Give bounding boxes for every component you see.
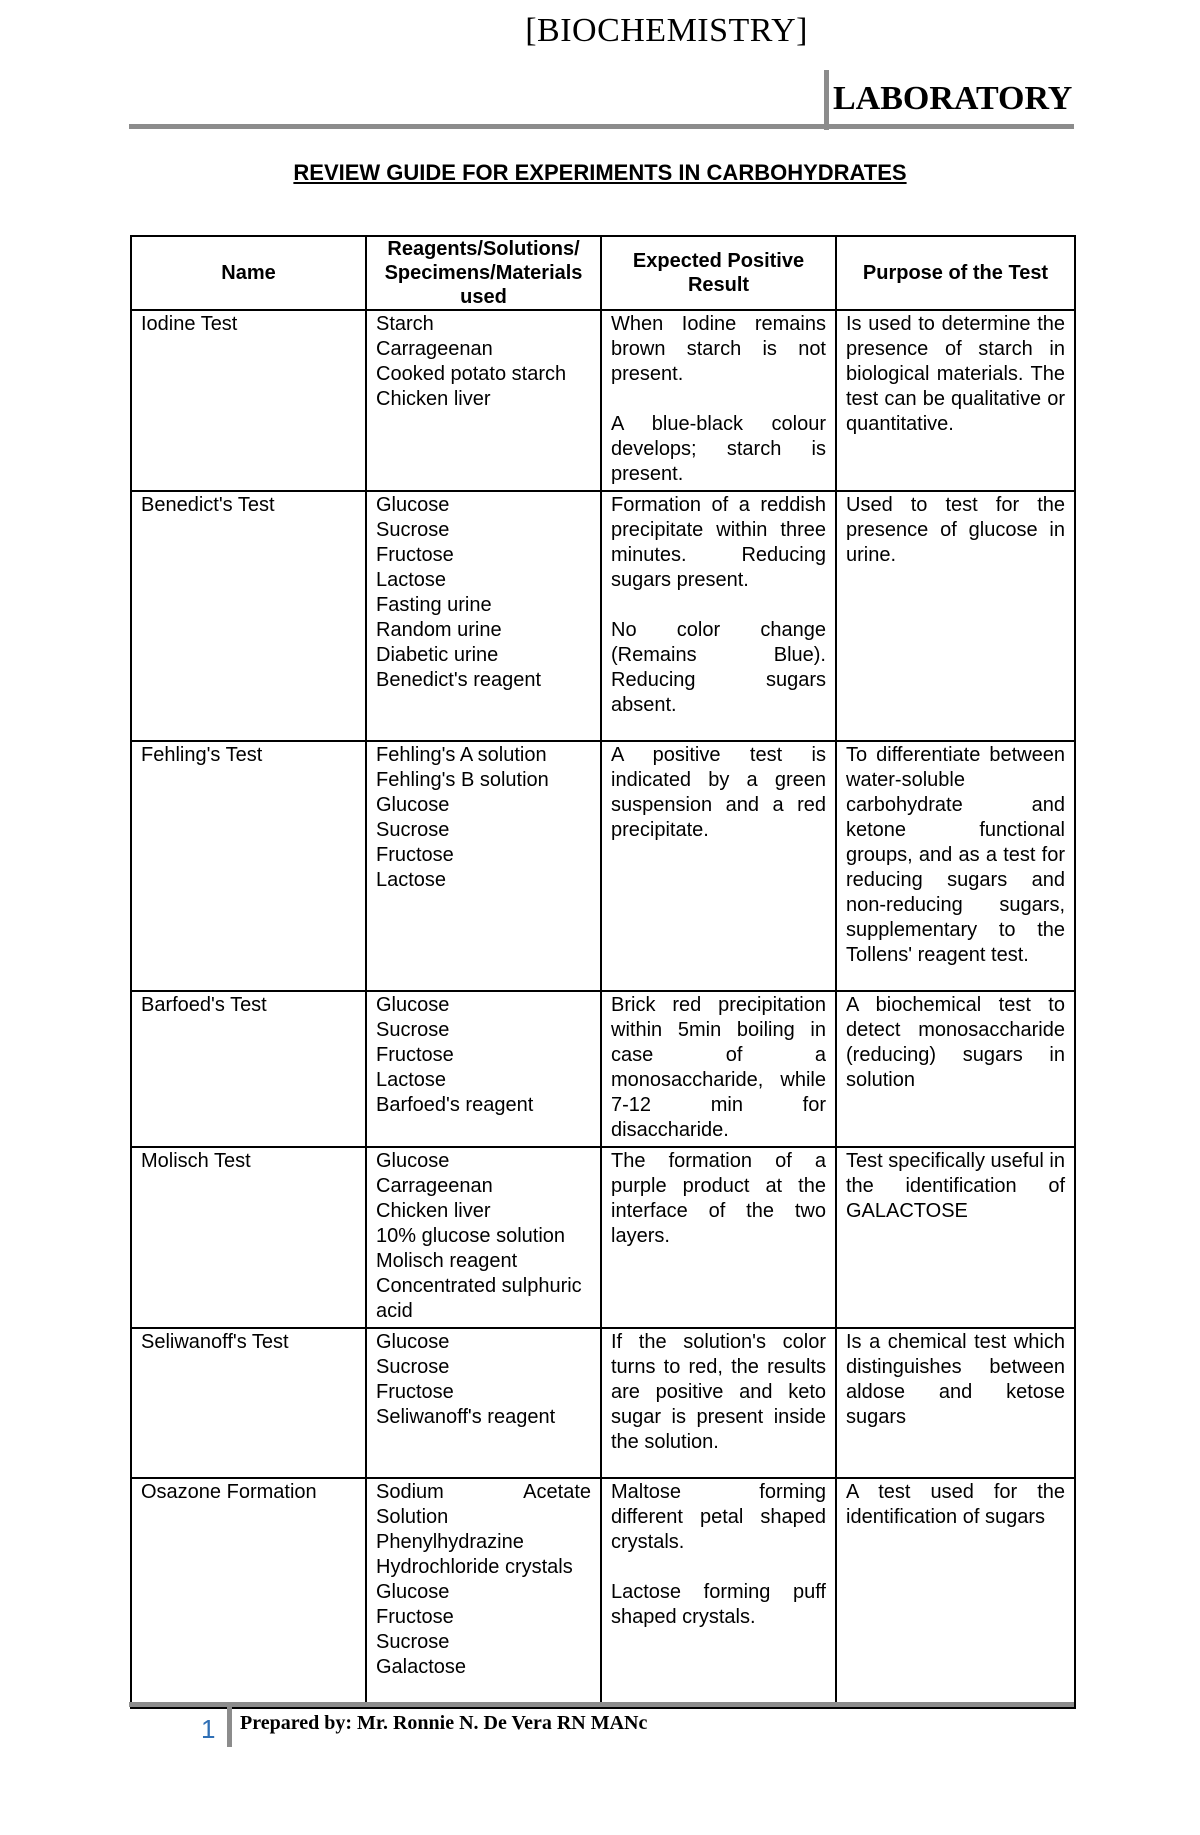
result-paragraph: If the solution's color turns to red, the results are positive and keto sugar is present inside the solution. bbox=[611, 1331, 826, 1453]
reagent-item: Sucrose bbox=[376, 1631, 450, 1653]
prepared-by: Prepared by: Mr. Ronnie N. De Vera RN MANc bbox=[240, 1712, 648, 1734]
header-expected: Expected Positive Result bbox=[601, 236, 836, 310]
paragraph-gap bbox=[611, 387, 826, 412]
table-row bbox=[131, 991, 1075, 1147]
reagents-list bbox=[366, 310, 601, 491]
expected-result bbox=[601, 1147, 836, 1328]
reagent-item: Cooked potato starch bbox=[376, 363, 567, 385]
reagent-item: Fasting urine bbox=[376, 594, 492, 616]
reagent-item: Carrageenan bbox=[376, 338, 493, 360]
reagent-item: Sucrose bbox=[376, 1019, 450, 1041]
reagent-item: Fructose bbox=[376, 1606, 454, 1628]
test-name: Osazone Formation bbox=[131, 1478, 366, 1708]
reagent-item: Fehling's B solution bbox=[376, 769, 549, 791]
expected-result bbox=[601, 741, 836, 991]
paragraph-gap bbox=[611, 593, 826, 618]
reagent-item: Galactose bbox=[376, 1656, 467, 1678]
result-paragraph: Lactose forming puff shaped crystals. bbox=[611, 1581, 826, 1628]
result-paragraph: A positive test is indicated by a green suspension and a red precipitate. bbox=[611, 744, 826, 841]
test-name: Barfoed's Test bbox=[131, 991, 366, 1147]
reagent-item: Sucrose bbox=[376, 519, 450, 541]
reagent-item: Concentrated sulphuric acid bbox=[376, 1275, 582, 1322]
header-name: Name bbox=[131, 236, 366, 310]
result-paragraph: No color change (Remains Blue). Reducing sugars absent. bbox=[611, 619, 826, 716]
reagent-item: Chicken liver bbox=[376, 1200, 491, 1222]
table-row bbox=[131, 491, 1075, 741]
review-table bbox=[130, 235, 1076, 1709]
result-paragraph: A blue-black colour develops; starch is present. bbox=[611, 413, 826, 485]
reagent-item: Fructose bbox=[376, 1044, 454, 1066]
test-name: Benedict's Test bbox=[131, 491, 366, 741]
test-purpose: Test specifically useful in the identification of GALACTOSE bbox=[836, 1147, 1075, 1328]
header-rule bbox=[129, 124, 1074, 129]
table-row bbox=[131, 741, 1075, 991]
reagent-item: 10% glucose solution bbox=[376, 1225, 566, 1247]
reagent-item: Fehling's A solution bbox=[376, 744, 547, 766]
reagent-item: Seliwanoff's reagent bbox=[376, 1406, 556, 1428]
reagents-list bbox=[366, 1328, 601, 1478]
reagent-item: Lactose bbox=[376, 569, 447, 591]
header-reagents: Reagents/Solutions/ Specimens/Materials used bbox=[366, 236, 601, 310]
expected-result bbox=[601, 991, 836, 1147]
reagent-item: Diabetic urine bbox=[376, 644, 499, 666]
reagent-item: Glucose bbox=[376, 994, 450, 1016]
reagent-item: Glucose bbox=[376, 1581, 450, 1603]
table-row bbox=[131, 1328, 1075, 1478]
reagent-item: Glucose bbox=[376, 794, 450, 816]
test-purpose: Used to test for the presence of glucose in urine. bbox=[836, 491, 1075, 741]
paragraph-gap bbox=[611, 1555, 826, 1580]
reagent-item: Sodium Acetate Solution bbox=[376, 1481, 591, 1528]
reagent-item: Chicken liver bbox=[376, 388, 491, 410]
test-purpose: Is a chemical test which distinguishes between aldose and ketose sugars bbox=[836, 1328, 1075, 1478]
page-title: REVIEW GUIDE FOR EXPERIMENTS IN CARBOHYDRATES bbox=[293, 160, 907, 185]
table-header-row bbox=[131, 236, 1075, 310]
result-paragraph: Formation of a reddish precipitate within three minutes. Reducing sugars present. bbox=[611, 494, 826, 591]
reagent-item: Phenylhydrazine bbox=[376, 1531, 524, 1553]
test-purpose: A biochemical test to detect monosaccharide (reducing) sugars in solution bbox=[836, 991, 1075, 1147]
reagent-item: Lactose bbox=[376, 869, 447, 891]
page-number: 1 bbox=[201, 1714, 216, 1744]
reagent-item: Starch bbox=[376, 313, 434, 335]
reagent-item: Carrageenan bbox=[376, 1175, 493, 1197]
result-paragraph: The formation of a purple product at the interface of the two layers. bbox=[611, 1150, 826, 1247]
reagents-list bbox=[366, 1478, 601, 1708]
expected-result bbox=[601, 1328, 836, 1478]
reagent-item: Sucrose bbox=[376, 819, 450, 841]
test-purpose: A test used for the identification of sugars bbox=[836, 1478, 1075, 1708]
expected-result bbox=[601, 310, 836, 491]
reagents-list bbox=[366, 491, 601, 741]
table-row bbox=[131, 310, 1075, 491]
reagent-item: Sucrose bbox=[376, 1356, 450, 1378]
reagents-list bbox=[366, 741, 601, 991]
table-row bbox=[131, 1478, 1075, 1708]
expected-result bbox=[601, 1478, 836, 1708]
test-name: Seliwanoff's Test bbox=[131, 1328, 366, 1478]
reagent-item: Benedict's reagent bbox=[376, 669, 542, 691]
reagent-item: Molisch reagent bbox=[376, 1250, 518, 1272]
reagents-list bbox=[366, 991, 601, 1147]
expected-result bbox=[601, 491, 836, 741]
footer-divider bbox=[227, 1707, 232, 1747]
reagent-item: Lactose bbox=[376, 1069, 447, 1091]
test-name: Iodine Test bbox=[131, 310, 366, 491]
result-paragraph: Maltose forming different petal shaped crystals. bbox=[611, 1481, 826, 1553]
reagent-item: Fructose bbox=[376, 844, 454, 866]
test-name: Molisch Test bbox=[131, 1147, 366, 1328]
test-purpose: Is used to determine the presence of starch in biological materials. The test can be qualitative or quantitative. bbox=[836, 310, 1075, 491]
test-name: Fehling's Test bbox=[131, 741, 366, 991]
reagent-item: Fructose bbox=[376, 544, 454, 566]
table-row bbox=[131, 1147, 1075, 1328]
header-subject: [BIOCHEMISTRY] bbox=[525, 12, 808, 49]
reagent-item: Barfoed's reagent bbox=[376, 1094, 534, 1116]
reagent-item: Glucose bbox=[376, 1331, 450, 1353]
test-purpose: To differentiate between water-soluble carbohydrate and ketone functional groups, and as a test for reducing sugars and non-reducing sugars, supplementary to the Tollens' reagent test. bbox=[836, 741, 1075, 991]
reagent-item: Glucose bbox=[376, 1150, 450, 1172]
result-paragraph: When Iodine remains brown starch is not present. bbox=[611, 313, 826, 385]
reagent-item: Hydrochloride crystals bbox=[376, 1556, 573, 1578]
result-paragraph: Brick red precipitation within 5min boiling in case of a monosaccharide, while 7-12 min for disaccharide. bbox=[611, 994, 826, 1141]
reagent-item: Random urine bbox=[376, 619, 502, 641]
header-divider bbox=[824, 70, 829, 130]
reagent-item: Glucose bbox=[376, 494, 450, 516]
reagents-list bbox=[366, 1147, 601, 1328]
reagent-item: Fructose bbox=[376, 1381, 454, 1403]
header-section: LABORATORY bbox=[833, 80, 1073, 117]
footer-rule bbox=[129, 1702, 1074, 1707]
header-purpose: Purpose of the Test bbox=[836, 236, 1075, 310]
